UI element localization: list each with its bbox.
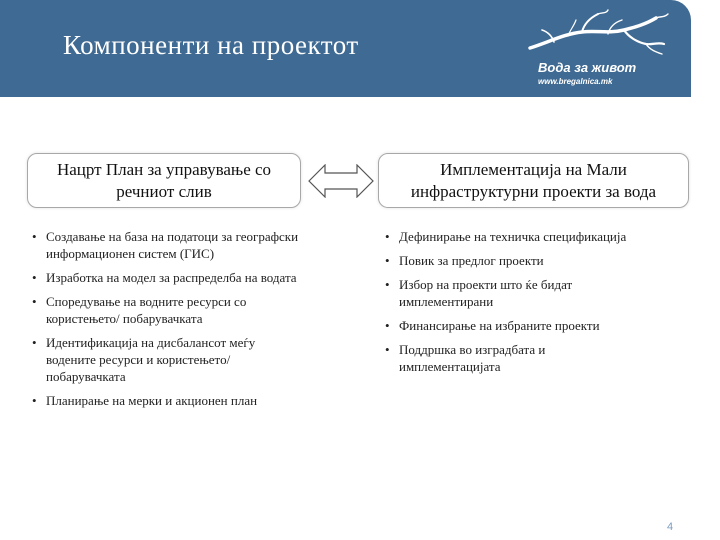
list-item: • Финансирање на избраните проекти	[385, 317, 645, 334]
left-component-box	[27, 153, 301, 208]
tree-branch-icon	[524, 8, 674, 63]
list-item: • Дефинирање на техничка спецификација	[385, 228, 645, 245]
list-item: • Споредување на водните ресурси со користењето/ побарувачката	[32, 293, 302, 327]
double-arrow-icon	[308, 164, 374, 198]
list-item: • Идентификација на дисбалансот меѓу водените ресурси и користењето/побарувачката	[32, 334, 302, 385]
page-number: 4	[667, 521, 674, 533]
right-component-title: Имплементација на Мали инфраструктурни проекти за вода	[410, 159, 657, 201]
right-bullet-list	[385, 228, 645, 382]
logo-url: www.bregalnica.mk	[538, 77, 613, 86]
right-component-box	[378, 153, 689, 208]
list-item: • Создавање на база на податоци за географски информационен систем (ГИС)	[32, 228, 302, 262]
list-item: • Избор на проекти што ќе бидат имплементирани	[385, 276, 645, 310]
page-title: Компоненти на проектот	[63, 30, 359, 60]
list-item: • Поддршка во изградбата и имплементацијата	[385, 341, 645, 375]
list-item: • Изработка на модел за распределба на водата	[32, 269, 302, 286]
logo-name: Вода за живот	[538, 60, 637, 75]
header-banner	[0, 0, 691, 97]
left-component-title: Нацрт План за управување со речниот слив	[56, 159, 272, 201]
left-bullet-list	[32, 228, 302, 416]
list-item: • Повик за предлог проекти	[385, 252, 645, 269]
logo	[524, 8, 674, 92]
list-item: • Планирање на мерки и акционен план	[32, 392, 302, 409]
